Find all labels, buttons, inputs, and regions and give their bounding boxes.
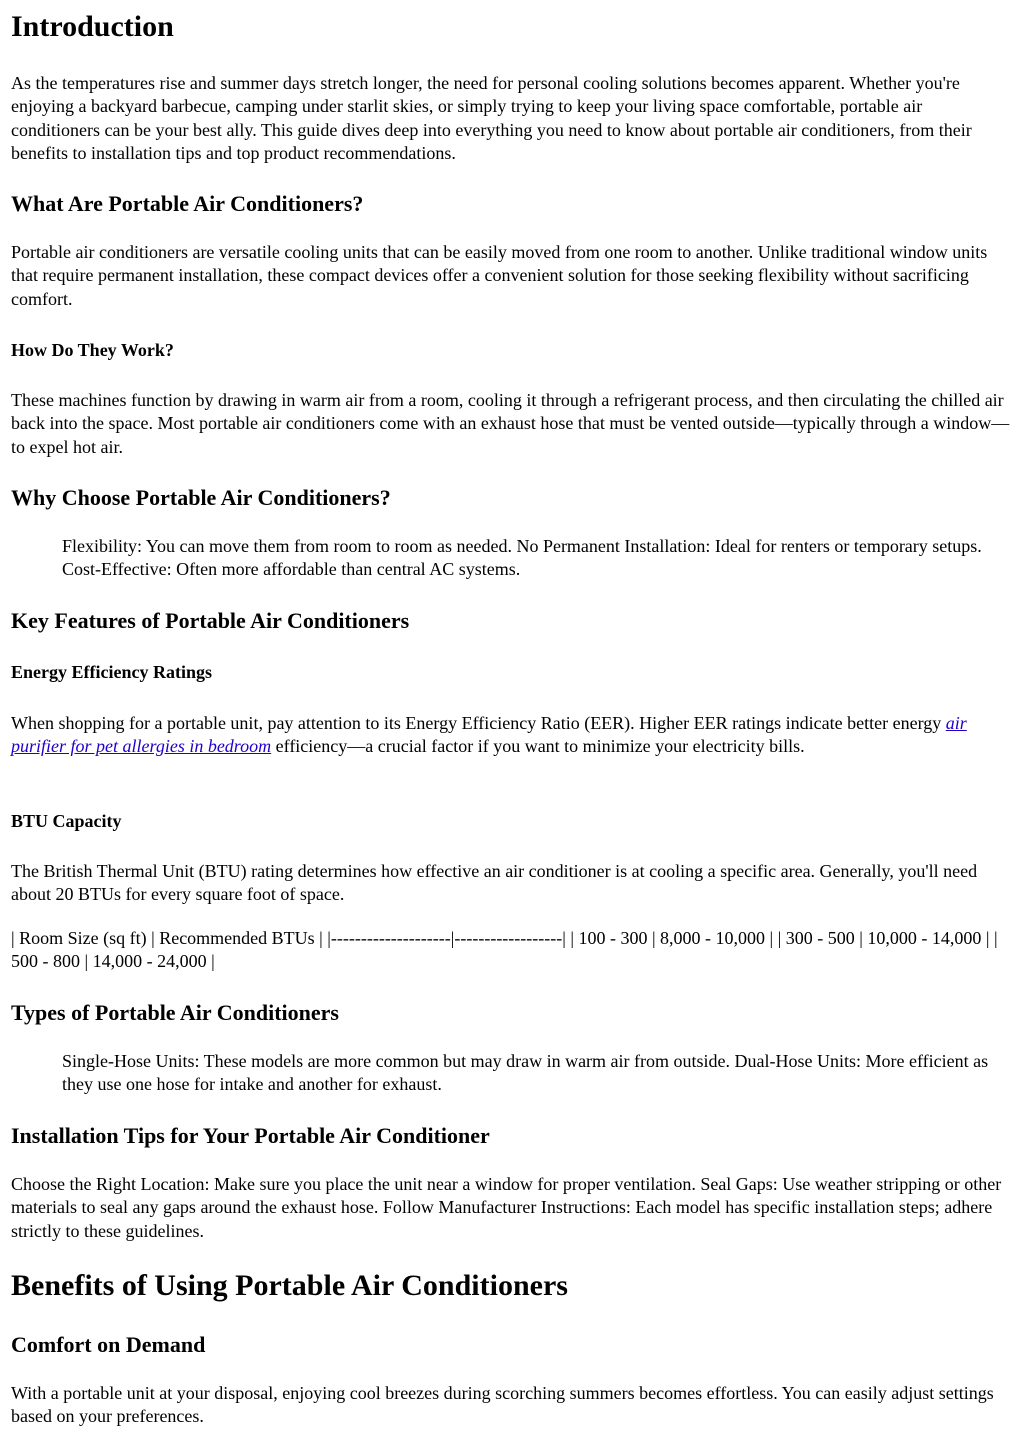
why-choose-heading: Why Choose Portable Air Conditioners? — [11, 485, 391, 510]
comfort-heading: Comfort on Demand — [11, 1332, 206, 1357]
benefits-heading: Benefits of Using Portable Air Conditioners — [11, 1269, 568, 1302]
installation-heading: Installation Tips for Your Portable Air Conditioner — [11, 1123, 490, 1148]
btu-capacity-heading: BTU Capacity — [11, 811, 122, 831]
introduction-paragraph: As the temperatures rise and summer days stretch longer, the need for personal cooling solutions becomes apparent. Whether you're enjoying a backyard barbecue, camping under starlit skies, or simply trying to keep your living space comfortable, portable air conditioners can be your best ally. This guide dives deep into everything you need to know about portable air conditioners, from their benefits to installation tips and top product recommendations. — [11, 73, 972, 163]
how-work-heading: How Do They Work? — [11, 340, 174, 360]
types-heading: Types of Portable Air Conditioners — [11, 1000, 339, 1025]
why-choose-list: Flexibility: You can move them from room to room as needed. No Permanent Installation: Ideal for renters or temporary setups. Cost-Effective: Often more affordable than central AC systems. — [62, 536, 982, 580]
what-are-heading: What Are Portable Air Conditioners? — [11, 191, 364, 216]
key-features-heading: Key Features of Portable Air Conditioners — [11, 608, 410, 633]
energy-efficiency-paragraph — [11, 712, 1011, 759]
energy-efficiency-text-after: efficiency—a crucial factor if you want to minimize your electricity bills. — [271, 736, 805, 757]
btu-capacity-paragraph: The British Thermal Unit (BTU) rating determines how effective an air conditioner is at cooling a specific area. Generally, you'll need about 20 BTUs for every square foot of space. — [11, 861, 978, 905]
what-are-paragraph: Portable air conditioners are versatile cooling units that can be easily moved from one room to another. Unlike traditional window units that require permanent installation, these compact devices offer a convenient solution for those seeking flexibility without sacrificing comfort. — [11, 242, 988, 309]
energy-efficiency-heading: Energy Efficiency Ratings — [11, 662, 212, 682]
btu-table-text: | Room Size (sq ft) | Recommended BTUs | |--------------------|------------------| | 100 - 300 | 8,000 - 10,000 | | 300 - 500 | 10,000 - 14,000 | | 500 - 800 | 14,000 - 24,000 | — [11, 928, 998, 972]
types-list: Single-Hose Units: These models are more common but may draw in warm air from outside. Dual-Hose Units: More efficient as they use one hose for intake and another for exhaust. — [62, 1051, 989, 1095]
installation-paragraph: Choose the Right Location: Make sure you place the unit near a window for proper ventilation. Seal Gaps: Use weather stripping or other materials to seal any gaps around the exhaust hose. Follow Manufacturer Instructions: Each model has specific installation steps; adhere strictly to these guidelines. — [11, 1174, 1002, 1241]
how-work-paragraph: These machines function by drawing in warm air from a room, cooling it through a refrigerant process, and then circulating the chilled air back into the space. Most portable air conditioners come with an exhaust hose that must be vented outside—typically through a window—to expel hot air. — [11, 390, 1010, 457]
comfort-paragraph: With a portable unit at your disposal, enjoying cool breezes during scorching summers becomes effortless. You can easily adjust settings based on your preferences. — [11, 1383, 994, 1427]
air-purifier-link[interactable]: air purifier for pet allergies in bedroom — [11, 713, 967, 757]
introduction-heading: Introduction — [11, 10, 174, 43]
energy-efficiency-text-before: When shopping for a portable unit, pay attention to its Energy Efficiency Ratio (EER). Higher EER ratings indicate better energy — [11, 713, 946, 733]
